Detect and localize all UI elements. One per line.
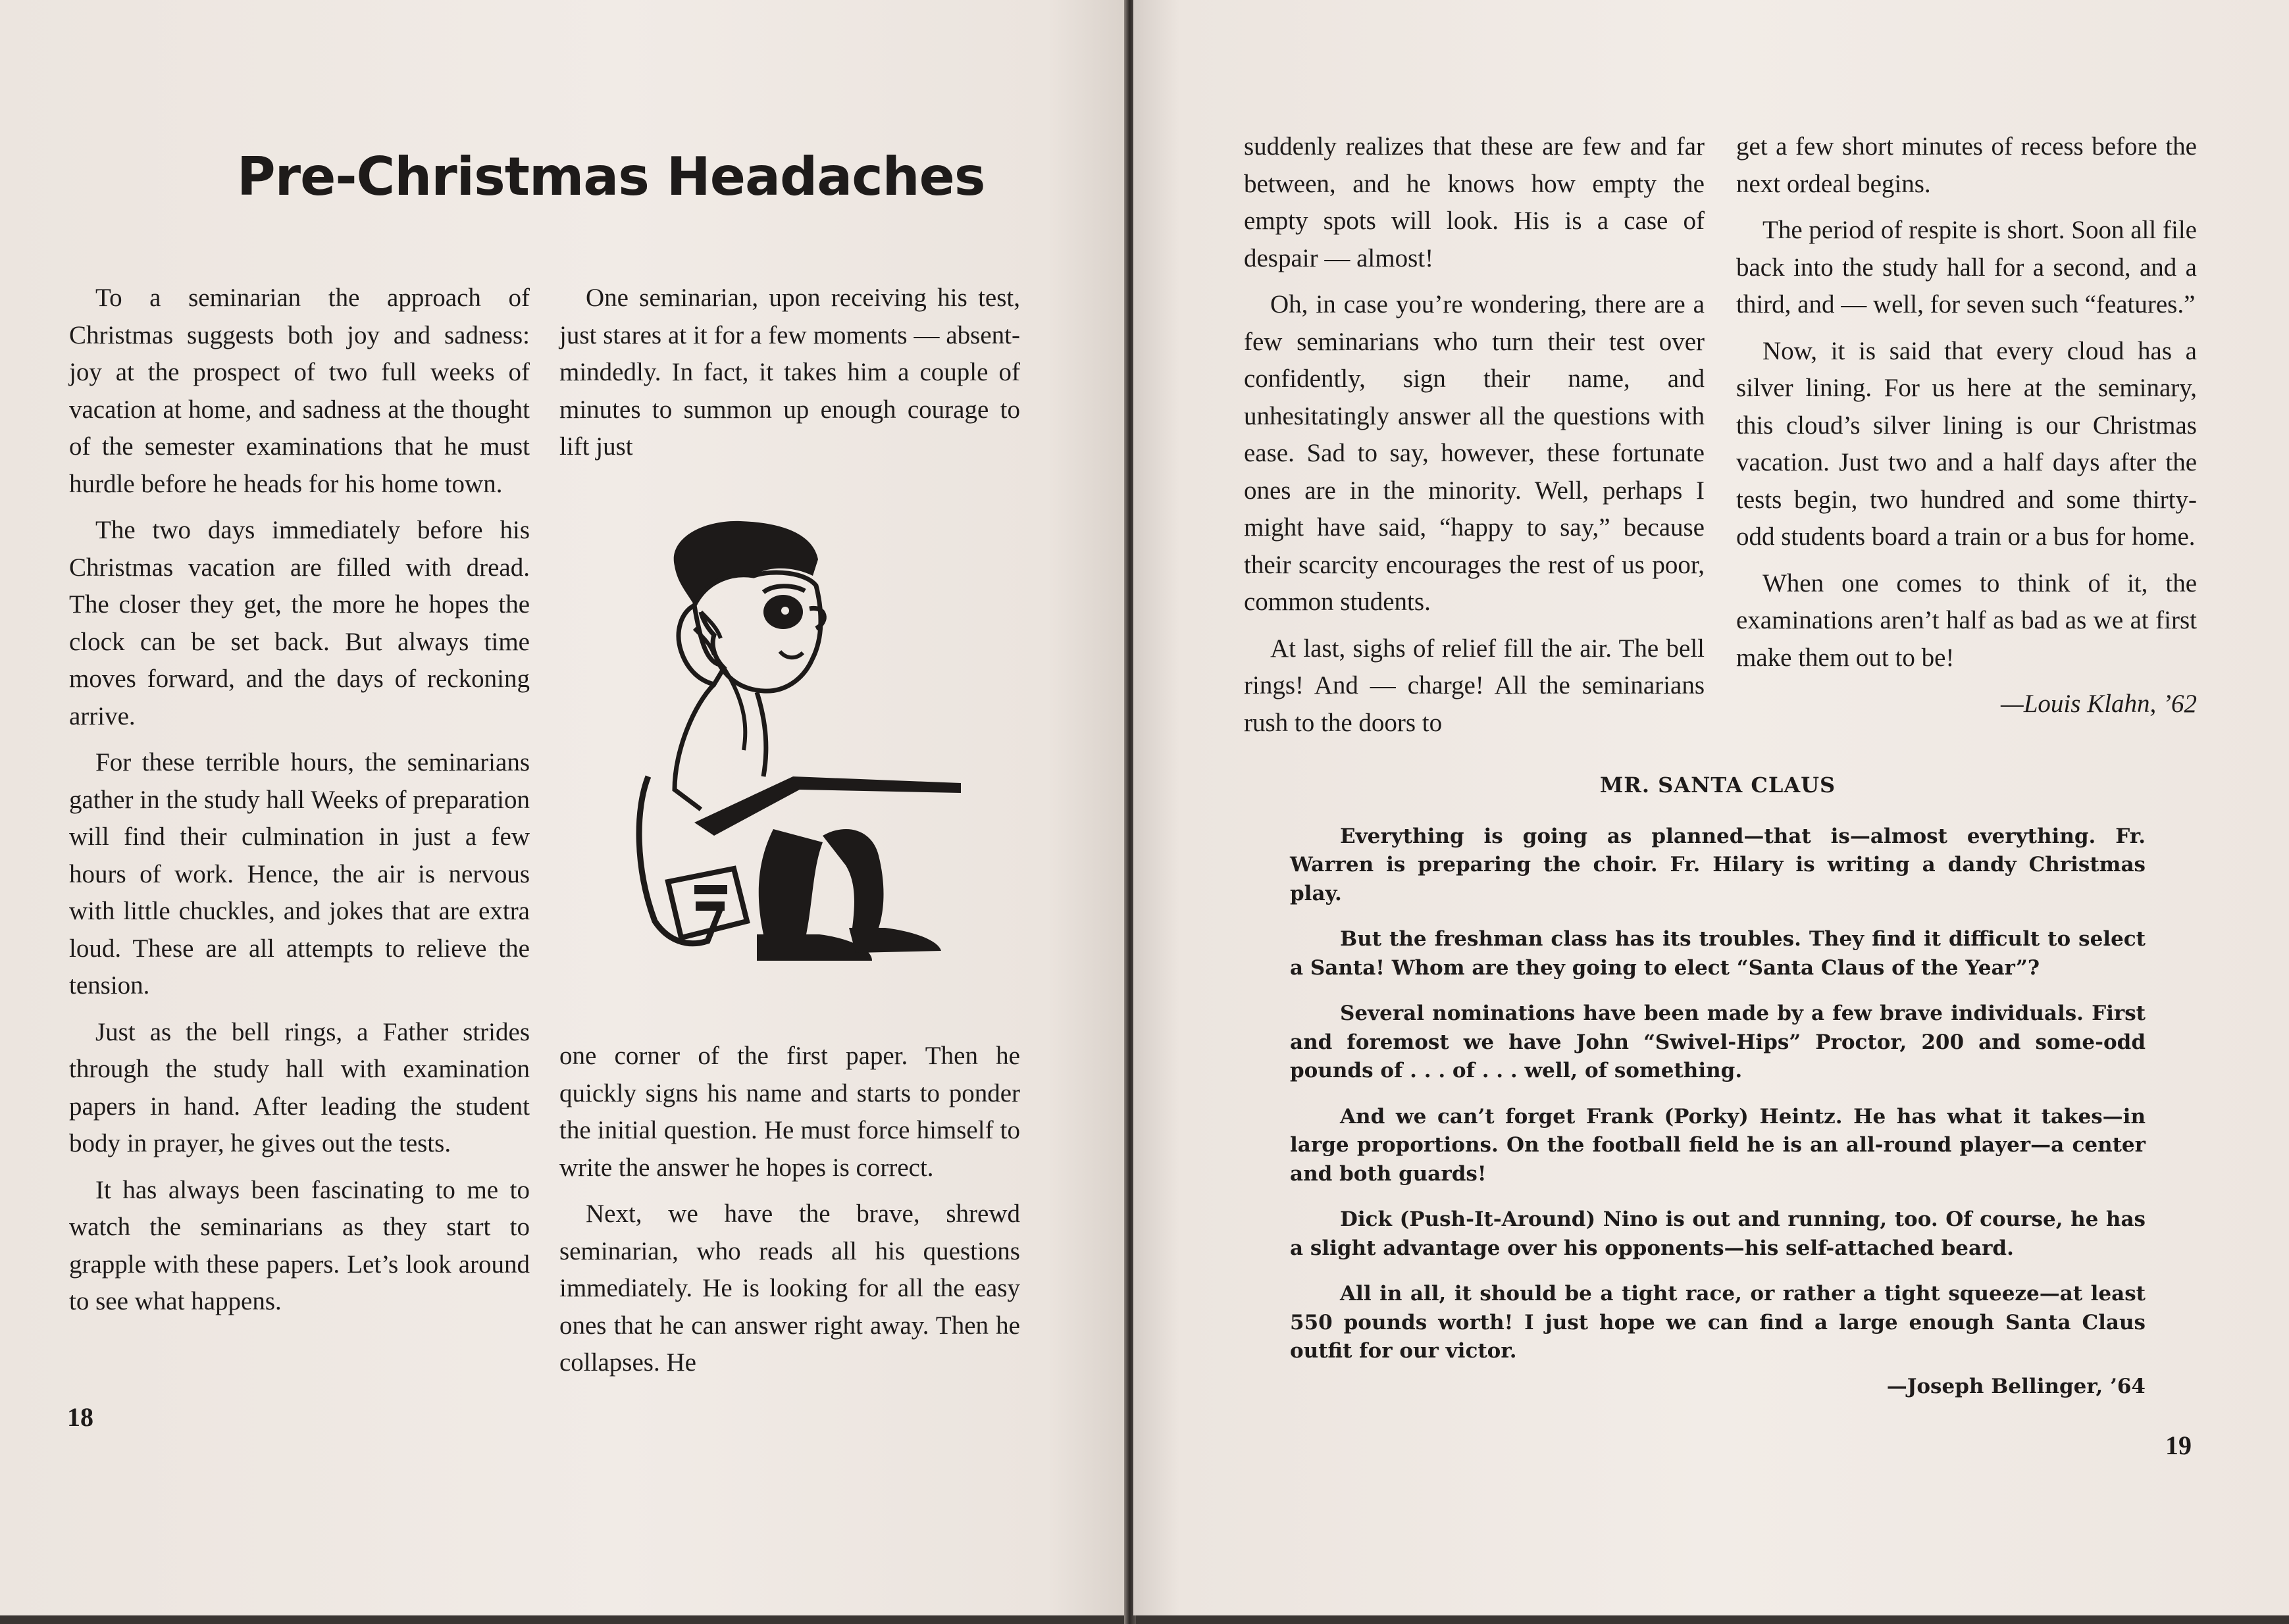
left-column-2-bottom (559, 1038, 1020, 1391)
paragraph: It has always been fascinating to me to watch the seminarians as they start to grapple with these papers. Let’s look around to see what happens. (69, 1175, 530, 1315)
right-column-2 (1736, 128, 2197, 732)
paragraph: To a seminarian the approach of Christmas suggests both joy and sadness: joy at the prospect of two full weeks of vacation at home, and sadness at the thought of the semester examinations that he must hurdle before he heads for his home town. (69, 284, 530, 498)
left-column-2-top (559, 280, 1020, 475)
right-page (1133, 0, 2289, 1615)
page-number: 19 (2165, 1431, 2192, 1460)
left-page (0, 0, 1127, 1615)
paragraph: And we can’t forget Frank (Porky) Heintz. He has what it takes—in large proportions. On the football field he is an all-round player—a center and both guards! (1290, 1104, 2146, 1186)
paragraph: Everything is going as planned—that is—almost everything. Fr. Warren is preparing the choir. Fr. Hilary is writing a dandy Christmas play. (1290, 824, 2146, 905)
paragraph: one corner of the first paper. Then he quickly signs his name and starts to ponder the initial question. He must force himself to write the answer he hopes is correct. (559, 1042, 1020, 1182)
santa-author-signature: —Joseph Bellinger, ’64 (1886, 1374, 2146, 1398)
paragraph: The two days immediately before his Christmas vacation are filled with dread. The closer they get, the more he hopes the clock can be set back. But always time moves forward, and the days of reckoning arrive. (69, 516, 530, 730)
article-title: Pre-Christmas Headaches (237, 146, 985, 207)
paragraph: The period of respite is short. Soon all file back into the study hall for a second, and a third, and — well, for seven such “features.” (1736, 216, 2197, 318)
page-number: 18 (67, 1402, 93, 1432)
paragraph: Just as the bell rings, a Father strides through the study hall with examination papers in hand. After leading the student body in prayer, he gives out the tests. (69, 1017, 530, 1157)
santa-claus-article (1290, 771, 2146, 1418)
paragraph: One seminarian, upon receiving his test, just stares at it for a few moments — absent-mindedly. In fact, it takes him a couple of minutes to summon up enough courage to lift just (559, 284, 1020, 461)
paragraph: Several nominations have been made by a few brave individuals. First and foremost we have John “Swivel-Hips” Proctor, 200 and some-odd pounds of . . . of . . . well, of something. (1290, 1002, 2146, 1082)
paragraph: But the freshman class has its troubles. They find it difficult to select a Santa! Whom are they going to elect “Santa Claus of the Year”? (1290, 927, 2146, 980)
paragraph: Now, it is said that every cloud has a silver lining. For us here at the seminary, this cloud’s silver lining is our Christmas vacation. Just two and a half days after the tests begin, two hundred and some thirty-odd students board a train or a bus for home. (1736, 336, 2197, 551)
paragraph: Dick (Push-It-Around) Nino is out and running, too. Of course, he has a slight advantage over his opponents—his self-attached beard. (1290, 1207, 2146, 1260)
paragraph: At last, sighs of relief fill the air. The bell rings! And — charge! All the seminarians rush to the doors to (1244, 634, 1705, 737)
paragraph: Next, we have the brave, shrewd seminarian, who reads all his questions immediately. He is looking for all the easy ones that he can answer right away. Then he collapses. He (559, 1200, 1020, 1377)
paragraph: Oh, in case you’re wondering, there are a few seminarians who turn their test over confidently, sign their name, and unhesitatingly answer all the questions with ease. Sad to say, however, these fortunate ones are in the minority. Well, perhaps I might have said, “happy to say,” because their scarcity encourages the rest of us poor, common students. (1244, 290, 1705, 616)
paragraph: For these terrible hours, the seminarians gather in the study hall Weeks of preparation will find their culmination in just a few hours of work. Hence, the air is nervous with little chuckles, and jokes that are extra loud. These are all attempts to relieve the tension. (69, 748, 530, 1000)
paragraph: suddenly realizes that these are few and far between, and he knows how empty the empty spots will look. His is a case of despair — almost! (1244, 132, 1705, 272)
santa-article-title: MR. SANTA CLAUS (1599, 773, 1836, 798)
seminarian-cartoon-illustration (596, 513, 964, 987)
paragraph: When one comes to think of it, the examinations aren’t half as bad as we at first make them out to be! (1736, 569, 2197, 672)
right-column-1 (1244, 128, 1705, 751)
left-column-1 (69, 280, 530, 1330)
paragraph: All in all, it should be a tight race, or rather a tight squeeze—at least 550 pounds worth! I just hope we can find a large enough Santa Claus outfit for our victor. (1290, 1282, 2146, 1363)
paragraph: get a few short minutes of recess before the next ordeal begins. (1736, 132, 2197, 198)
author-signature: —Louis Klahn, ’62 (2001, 690, 2197, 718)
